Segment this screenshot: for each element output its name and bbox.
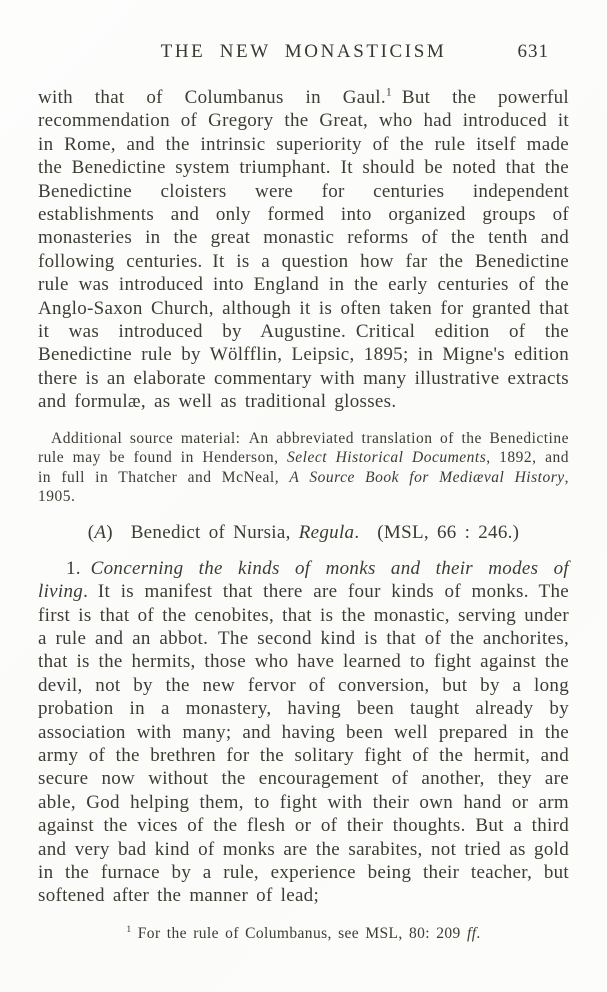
rule-paragraph: 1. Concerning the kinds of monks and their modes of living. It is manifest that there are four kinds of monks. The first is that of the cenobites, that is the monastic, serving under a rule and an abbot. The second kind is that of the anchorites, that is the hermits, those who have learned to fight against the devil, not by the new fervor of conversion, but by a long probation in a monastery, having been taught already by association with many; and having been well prepared in the army of the brethren for the solitary fight of the hermit, and secure now without the encouragement of another, they are able, God helping them, to fight with their own hand or arm against the vices of the flesh or of their thoughts. But a third and very bad kind of monks are the sarabites, not tried as gold in the furnace by a rule, experience being their teacher, but softened after the manner of lead; xyxy=(38,557,569,907)
page-number: 631 xyxy=(517,41,549,62)
source-note-paragraph: Additional source material: An abbreviated translation of the Benedictine rule may be found in Henderson, Select Historical Documents, 1892, and in full in Thatcher and McNeal, A Source Book for Mediæval History, 1905. xyxy=(38,429,569,506)
running-header xyxy=(38,40,569,64)
section-heading: (A) Benedict of Nursia, Regula. (MSL, 66 : 246.) xyxy=(87,521,520,543)
page-title: THE NEW MONASTICISM xyxy=(160,41,447,62)
footnote: $^1$ For the rule of Columbanus, see MSL, 80: 209 ff. xyxy=(126,923,481,942)
intro-paragraph: with that of Columbanus in Gaul.$^1$ But the powerful recommendation of Gregory the Great, who had introduced it in Rome, and the intrinsic superiority of the rule itself made the Benedictine system triumphant. It should be noted that the Benedictine cloisters were for centuries independent establishments and only formed into organized groups of monasteries in the great monastic reforms of the tenth and following centuries. It is a question how far the Benedictine rule was introduced into England in the early centuries of the Anglo-Saxon Church, although it is often taken for granted that it was introduced by Augustine. Critical edition of the Benedictine rule by Wölfflin, Leipsic, 1895; in Migne's edition there is an elaborate commentary with many illustrative extracts and formulæ, as well as traditional glosses. xyxy=(38,85,569,413)
